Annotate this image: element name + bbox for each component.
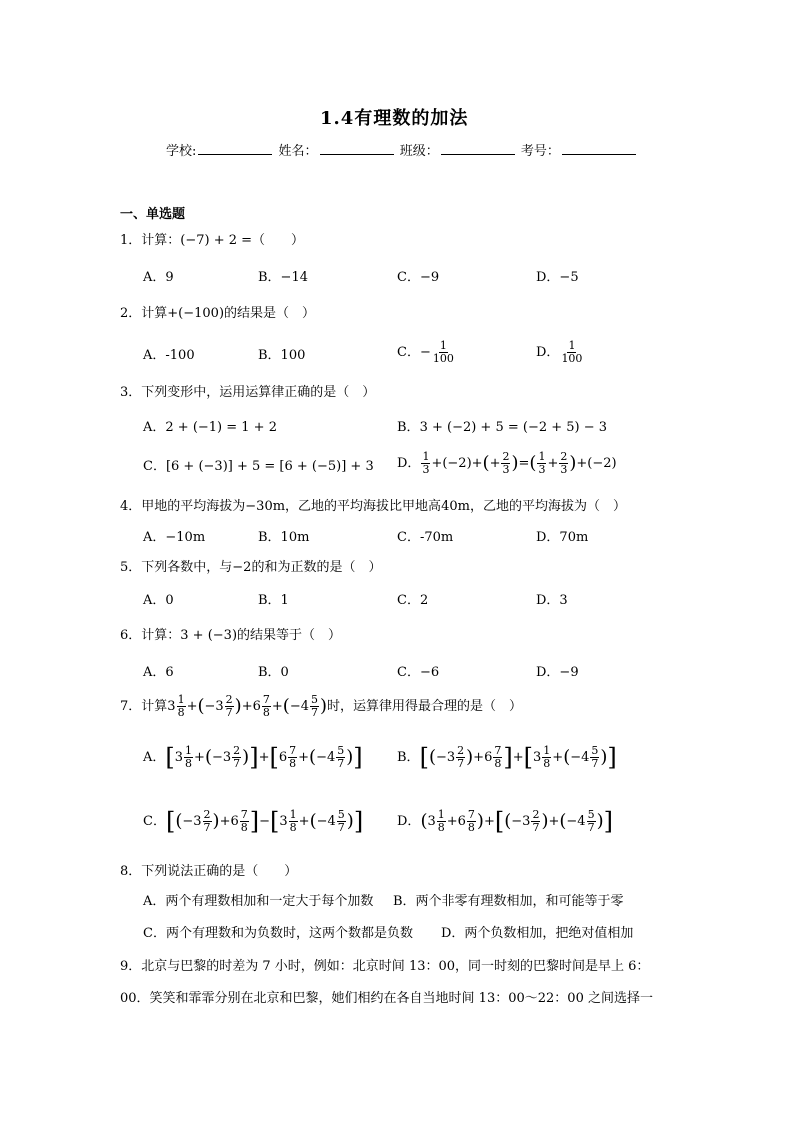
q6-option-c[interactable]: C．−6 (397, 665, 440, 680)
name-blank[interactable] (320, 142, 394, 155)
q6-option-a[interactable]: A．6 (143, 665, 174, 680)
page-title: 1.4有理数的加法 (320, 108, 469, 129)
q1-option-a[interactable]: A．9 (143, 270, 174, 285)
question-5-stem: 5．下列各数中，与−2的和为正数的是（ ） (120, 560, 382, 575)
q4-option-a[interactable]: A．−10m (143, 530, 206, 545)
q6-option-b[interactable]: B．0 (258, 665, 289, 680)
q3-option-c[interactable]: C．[6 + (−3)] + 5 = [6 + (−5)] + 3 (143, 459, 374, 474)
q7-option-b[interactable]: B．[(−3 $\frac{2}{7}$ )+6 $\frac{7}{8}$ ]+[3 $\frac{1}{8}$ +(−4 $\frac{5}{7}$ )] (397, 743, 617, 772)
section-title: 一、单选题 (120, 207, 186, 222)
q2-option-d[interactable]: D． $\frac{1}{100}$ (536, 339, 583, 365)
question-7-stem: 7．计算3 $\frac{1}{8}$ +(−3 $\frac{2}{7}$ )+6 $\frac{7}{8}$ +(−4 $\frac{5}{7}$ )时，运算律用得最合理的是（ ） (120, 693, 523, 719)
question-9-line-1: 9．北京与巴黎的时差为 7 小时，例如：北京时间 13：00，同一时刻的巴黎时间是早上 6： (120, 959, 650, 974)
q3-option-a[interactable]: A．2 + (−1) = 1 + 2 (143, 420, 277, 435)
q7-option-c[interactable]: C．[(−3 $\frac{2}{7}$ )+6 $\frac{7}{8}$ ]−[3 $\frac{1}{8}$ +(−4 $\frac{5}{7}$ )] (143, 807, 364, 836)
school-blank[interactable] (198, 142, 272, 155)
q2-option-a[interactable]: A．-100 (143, 348, 195, 363)
number-blank[interactable] (562, 142, 636, 155)
q4-option-d[interactable]: D．70m (536, 530, 589, 545)
name-label: 姓名： (278, 144, 318, 159)
q3-option-d[interactable]: D． $\frac{1}{3}$ +(−2)+(+ $\frac{2}{3}$ )=( $\frac{1}{3}$ + $\frac{2}{3}$ )+(−2) (397, 450, 617, 476)
class-blank[interactable] (441, 142, 515, 155)
q7-option-a[interactable]: A．[3 $\frac{1}{8}$ +(−3 $\frac{2}{7}$ )]+[6 $\frac{7}{8}$ +(−4 $\frac{5}{7}$ )] (143, 743, 363, 772)
number-label: 考号： (520, 144, 560, 159)
q8-option-b[interactable]: B．两个非零有理数相加，和可能等于零 (393, 894, 624, 909)
q4-option-b[interactable]: B．10m (258, 530, 310, 545)
q2-option-b[interactable]: B．100 (258, 348, 306, 363)
q8-option-c[interactable]: C．两个有理数和为负数时，这两个数都是负数 (143, 926, 413, 941)
q4-option-c[interactable]: C．-70m (397, 530, 454, 545)
q3-option-b[interactable]: B．3 + (−2) + 5 = (−2 + 5) − 3 (397, 420, 608, 435)
question-9-line-2: 00．笑笑和霏霏分别在北京和巴黎，她们相约在各自当地时间 13：00～22：00 之间选择一 (120, 991, 653, 1006)
q1-option-d[interactable]: D．−5 (536, 270, 579, 285)
q1-option-b[interactable]: B．−14 (258, 270, 308, 285)
student-info-line (166, 140, 638, 159)
q8-option-a[interactable]: A．两个有理数相加和一定大于每个加数 (143, 894, 374, 909)
q8-option-d[interactable]: D．两个负数相加，把绝对值相加 (441, 926, 634, 941)
q5-option-d[interactable]: D．3 (536, 593, 568, 608)
q5-option-c[interactable]: C．2 (397, 593, 429, 608)
q2-option-c[interactable]: C．− $\frac{1}{100}$ (397, 339, 454, 365)
q7-option-d[interactable]: D．(3 $\frac{1}{8}$ +6 $\frac{7}{8}$ )+[(−3 $\frac{2}{7}$ )+(−4 $\frac{5}{7}$ )] (397, 807, 613, 836)
question-2-stem: 2．计算+(−100)的结果是（ ） (120, 306, 316, 321)
q1-option-c[interactable]: C．−9 (397, 270, 440, 285)
q6-option-d[interactable]: D．−9 (536, 665, 579, 680)
school-label: 学校: (166, 144, 197, 159)
question-1-stem: 1．计算：(−7) + 2 =（ ） (120, 233, 305, 248)
question-6-stem: 6．计算：3 + (−3)的结果等于（ ） (120, 628, 342, 643)
q5-option-a[interactable]: A．0 (143, 593, 174, 608)
question-8-stem: 8．下列说法正确的是（ ） (120, 864, 298, 879)
q5-option-b[interactable]: B．1 (258, 593, 289, 608)
question-3-stem: 3．下列变形中，运用运算律正确的是（ ） (120, 385, 376, 400)
class-label: 班级： (399, 144, 439, 159)
question-4-stem: 4．甲地的平均海拔为−30m，乙地的平均海拔比甲地高40m，乙地的平均海拔为（ ） (120, 499, 626, 514)
